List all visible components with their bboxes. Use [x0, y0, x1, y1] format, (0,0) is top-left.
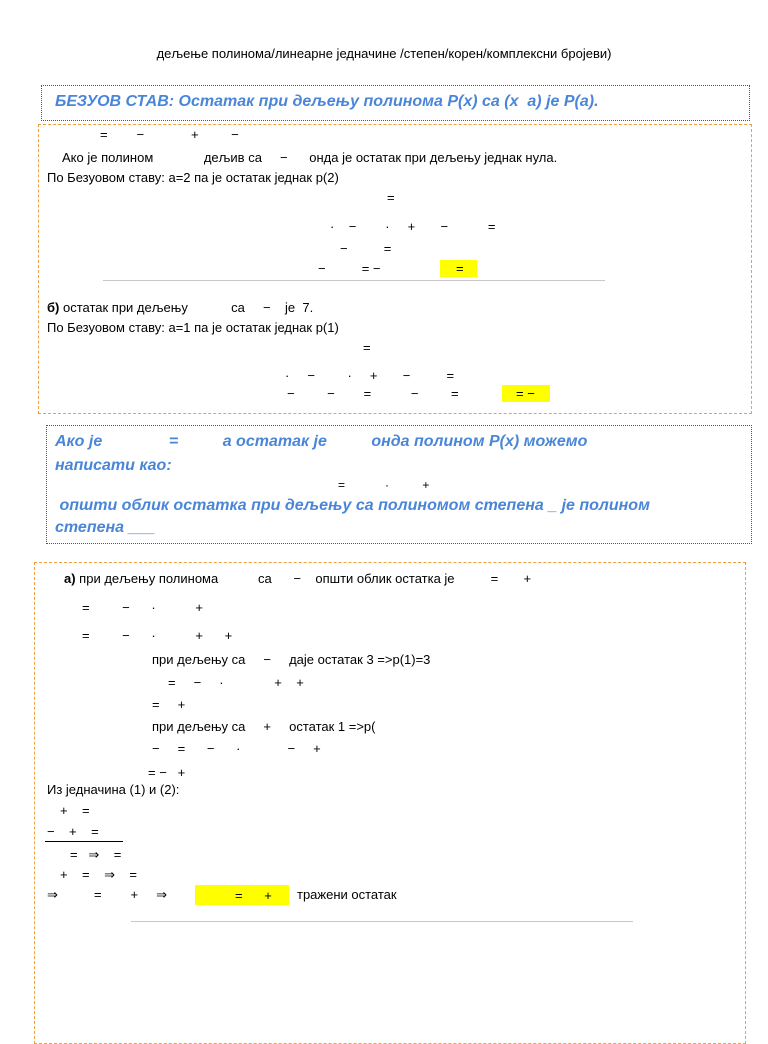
- task-a-text: при дељењу полинома са − општи облик остатка је = +: [75, 571, 532, 586]
- part-b-text: остатак при дељењу са − је 7.: [59, 300, 314, 315]
- calc-line-1: =: [387, 190, 395, 205]
- task-a-label: а): [64, 571, 76, 586]
- task-eq-4: = − · + +: [168, 675, 304, 690]
- task-a-line: [64, 571, 531, 587]
- part-b-line: [47, 300, 313, 316]
- system-line-5: ⇒ = + ⇒: [47, 887, 168, 902]
- divisibility-statement: Ако је полином дељив са − онда је остатак при дељењу једнак нула.: [62, 150, 558, 165]
- task-eq-1: = − · +: [82, 600, 204, 615]
- task-eq-8: = − +: [148, 765, 186, 780]
- system-line-1: + =: [60, 803, 90, 818]
- remainder-line-3: општи облик остатка при дељењу са полиномом степена _ је полином: [55, 497, 650, 514]
- calc-b-line-1: =: [363, 340, 371, 355]
- remainder-line-4: степена ___: [55, 519, 156, 536]
- polynomial-equation-line: = − + −: [100, 127, 239, 142]
- bezout-step-b: По Безуовом ставу: a=1 па је остатак једнак p(1): [47, 320, 339, 335]
- task-eq-6: при дељењу са + остатак 1 =>p(: [152, 719, 376, 734]
- system-line-2: − + =: [47, 824, 99, 839]
- bezout-title: БЕЗУОВ СТАВ: Остатак при дељењу полинома P(x) са (x a) је P(a).: [55, 93, 599, 110]
- highlight-result-a-text: =: [456, 261, 464, 276]
- calc-b-line-2: · − · + − =: [285, 368, 455, 383]
- part-b-label: б): [47, 300, 60, 315]
- highlight-final-result-text: = +: [235, 888, 272, 903]
- bezout-step-a: По Безуовом ставу: a=2 па је остатак једнак p(2): [47, 170, 339, 185]
- separator-1: [103, 280, 605, 281]
- final-result-label: тражени остатак: [297, 887, 397, 902]
- system-sum-rule: [45, 841, 123, 842]
- calc-line-3: − =: [340, 241, 392, 256]
- calc-b-line-3: − − = − =: [287, 386, 459, 401]
- task-eq-3: при дељењу са − даје остатак 3 =>p(1)=3: [152, 652, 431, 667]
- document-header: дељење полинома/линеарне једначине /степен/корен/комплексни бројеви): [156, 46, 612, 61]
- calc-line-2: · − · + − =: [330, 219, 496, 234]
- task-eq-5: = +: [152, 697, 186, 712]
- remainder-line-2: написати као:: [55, 457, 172, 474]
- system-intro: Из једначина (1) и (2):: [47, 782, 180, 797]
- remainder-line-1: Ако је = а остатак је онда полином P(x) можемо: [55, 433, 588, 450]
- calc-line-4: − = −: [318, 261, 381, 276]
- system-line-4: + = ⇒ =: [60, 867, 138, 882]
- separator-2: [131, 921, 633, 922]
- highlight-result-b-text: = −: [516, 386, 535, 401]
- remainder-form-equation: = · +: [338, 478, 430, 492]
- system-line-3: = ⇒ =: [70, 847, 122, 862]
- task-eq-2: = − · + +: [82, 628, 233, 643]
- task-eq-7: − = − · − +: [152, 741, 321, 756]
